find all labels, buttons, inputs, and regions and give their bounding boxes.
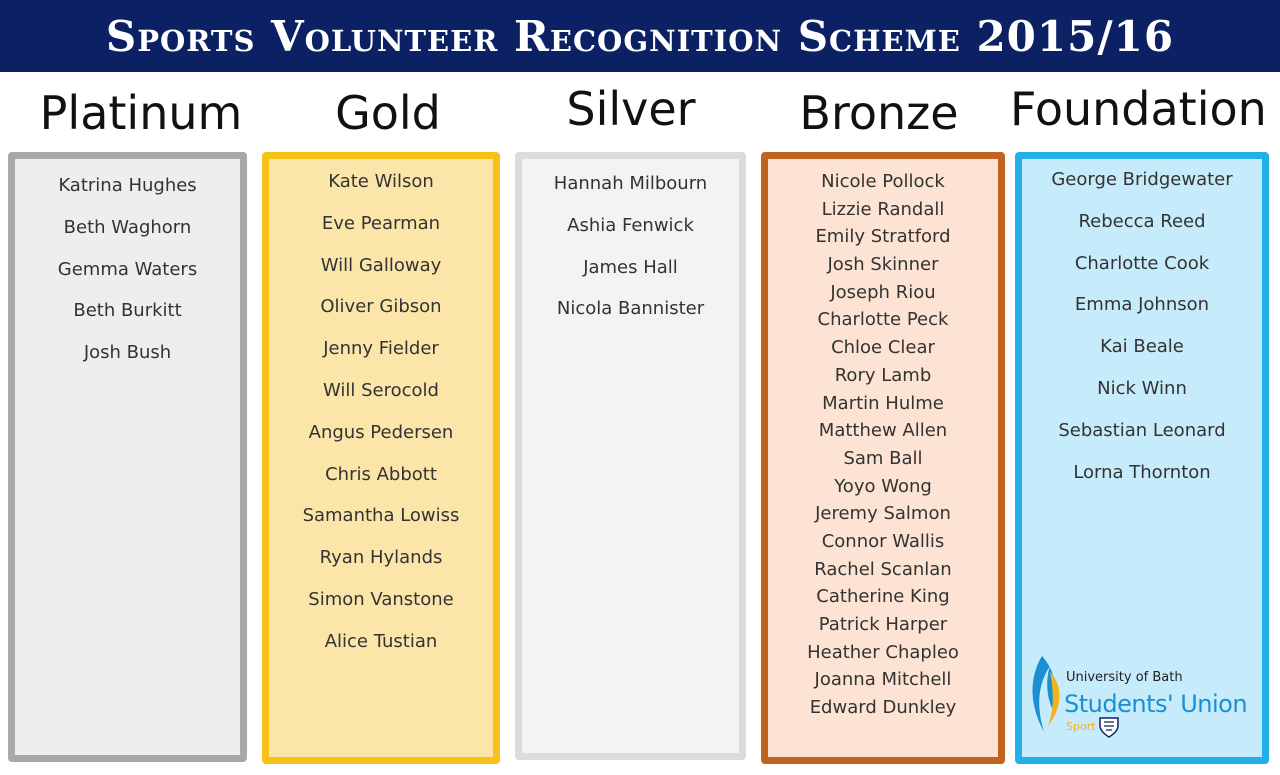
volunteer-name: Yoyo Wong — [834, 475, 932, 497]
volunteer-name: Ryan Hylands — [319, 547, 443, 569]
panel-platinum — [8, 152, 247, 762]
logo-university-text: University of Bath — [1066, 670, 1183, 685]
volunteer-name: Jeremy Salmon — [815, 503, 951, 525]
volunteer-name: Simon Vanstone — [308, 588, 454, 610]
volunteer-name: Emily Stratford — [815, 226, 951, 248]
volunteer-name: Will Serocold — [323, 379, 439, 401]
volunteer-name: Oliver Gibson — [320, 296, 442, 318]
name-list-bronze — [768, 168, 998, 722]
volunteer-name: Edward Dunkley — [809, 697, 957, 719]
volunteer-name: Hannah Milbourn — [553, 173, 708, 194]
volunteer-name: Heather Chapleo — [807, 641, 959, 663]
volunteer-name: Josh Skinner — [827, 254, 939, 276]
panel-gold — [262, 152, 500, 764]
students-union-logo — [1028, 654, 1258, 744]
volunteer-name: Katrina Hughes — [58, 175, 197, 196]
volunteer-name: Joanna Mitchell — [814, 669, 952, 691]
volunteer-name: Connor Wallis — [821, 530, 945, 552]
volunteer-name: Catherine King — [816, 586, 950, 608]
volunteer-name: Ashia Fenwick — [567, 214, 694, 236]
volunteer-name: Sebastian Leonard — [1058, 419, 1226, 441]
volunteer-name: Josh Bush — [83, 342, 172, 364]
volunteer-name: Eve Pearman — [321, 212, 441, 234]
volunteer-name: Joseph Riou — [830, 281, 936, 303]
volunteer-name: Lorna Thornton — [1073, 461, 1211, 483]
volunteer-name: Alice Tustian — [324, 630, 438, 652]
volunteer-name: Angus Pedersen — [308, 421, 454, 443]
page-title: Sports Volunteer Recognition Scheme 2015/16 — [105, 11, 1175, 61]
volunteer-name: Martin Hulme — [822, 392, 944, 414]
volunteer-name: Chris Abbott — [325, 463, 437, 485]
volunteer-name: Jenny Fielder — [323, 338, 439, 360]
volunteer-name: Beth Burkitt — [73, 300, 182, 322]
volunteer-name: Kai Beale — [1100, 336, 1184, 358]
volunteer-name: Chloe Clear — [831, 337, 935, 359]
volunteer-name: Kate Wilson — [328, 171, 434, 192]
volunteer-name: Samantha Lowiss — [302, 505, 460, 527]
volunteer-name: Rebecca Reed — [1078, 210, 1206, 232]
panel-bronze — [761, 152, 1005, 764]
tier-title-silver: Silver — [566, 82, 696, 136]
flame-icon — [1028, 654, 1068, 734]
name-list-gold — [269, 161, 493, 663]
volunteer-name: Matthew Allen — [818, 420, 948, 442]
name-list-foundation — [1022, 159, 1262, 493]
name-list-silver — [522, 163, 739, 330]
crest-icon — [1098, 716, 1120, 738]
tier-title-gold: Gold — [335, 86, 441, 140]
logo-sport-text: Sport — [1066, 720, 1096, 733]
volunteer-name: Sam Ball — [843, 447, 923, 469]
volunteer-name: Charlotte Cook — [1074, 252, 1210, 274]
volunteer-name: Gemma Waters — [57, 258, 198, 280]
volunteer-name: Nick Winn — [1097, 377, 1187, 399]
volunteer-name: George Bridgewater — [1051, 169, 1233, 190]
volunteer-name: James Hall — [583, 256, 678, 278]
volunteer-name: Lizzie Randall — [821, 198, 945, 220]
volunteer-name: Patrick Harper — [818, 614, 948, 635]
volunteer-name: Beth Waghorn — [63, 216, 192, 238]
volunteer-name: Emma Johnson — [1074, 294, 1210, 316]
tier-title-foundation: Foundation — [1010, 82, 1267, 136]
panel-silver — [515, 152, 746, 760]
logo-union-text: Students' Union — [1064, 690, 1248, 718]
volunteer-name: Charlotte Peck — [817, 309, 949, 331]
tier-title-bronze: Bronze — [799, 86, 959, 140]
header-banner — [0, 0, 1280, 72]
name-list-platinum — [15, 165, 240, 374]
volunteer-name: Will Galloway — [320, 254, 442, 276]
tier-title-platinum: Platinum — [39, 86, 243, 140]
volunteer-name: Nicola Bannister — [556, 298, 705, 320]
volunteer-name: Rachel Scanlan — [814, 558, 952, 580]
volunteer-name: Nicole Pollock — [821, 171, 945, 192]
volunteer-name: Rory Lamb — [834, 364, 932, 386]
